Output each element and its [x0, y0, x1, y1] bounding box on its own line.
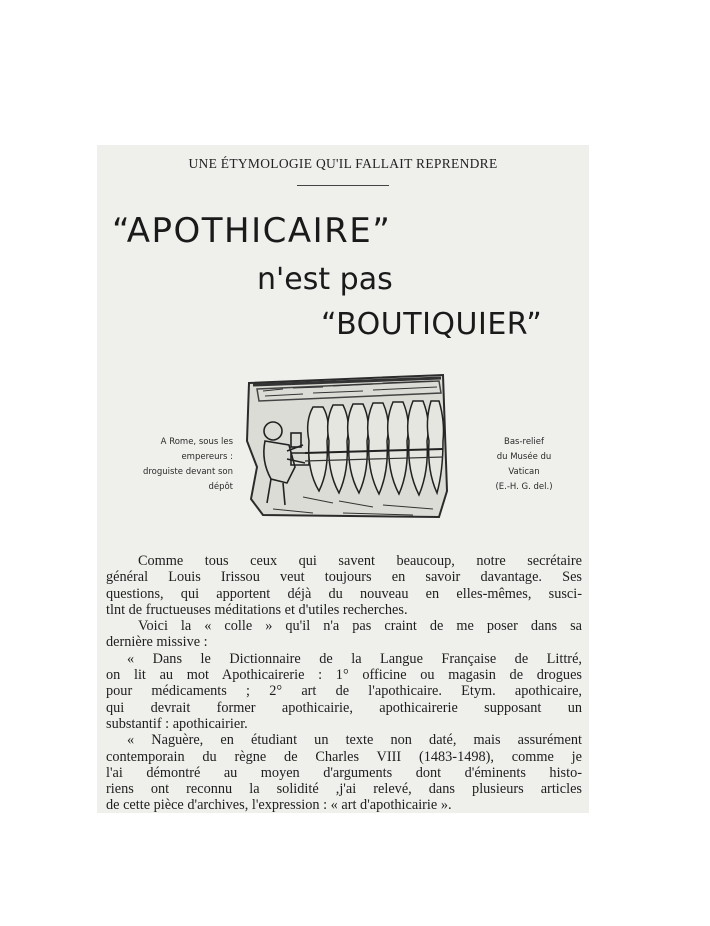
body-line: Comme tous ceux qui savent beaucoup, notre secrétaire	[138, 553, 582, 569]
title-line-1: “APOTHICAIRE”	[112, 211, 392, 251]
body-line: riens ont reconnu la solidité ,j'ai relevé, dans plusieurs articles	[106, 781, 582, 798]
figure-caption-right	[469, 435, 579, 495]
title-line-2: n'est pas	[257, 262, 393, 297]
body-line: questions, qui apportent déjà du nouveau en elles-mêmes, susci-	[106, 585, 582, 602]
body-line: Voici la « colle » qu'il n'a pas craint de me poser dans sa	[138, 618, 582, 635]
caption-right-line: (E.-H. G. del.)	[495, 482, 553, 492]
body-line: contemporain du règne de Charles VIII (1483-1498), comme je	[106, 748, 582, 765]
bas-relief-illustration	[243, 371, 449, 519]
title-rule	[297, 185, 389, 186]
body-line: de cette pièce d'archives, l'expression : « art d'apothicairie ».	[106, 797, 452, 813]
body-line: on lit au mot Apothicairerie : 1° officine ou magasin de drogues	[106, 667, 582, 684]
body-line: général Louis Irissou veut toujours en savoir davantage. Ses	[106, 569, 582, 586]
article-kicker: UNE ÉTYMOLOGIE QU'IL FALLAIT REPRENDRE	[188, 156, 498, 171]
body-line: qui devrait former apothicairie, apothicairerie supposant un	[106, 699, 582, 716]
title-line-3: “BOUTIQUIER”	[321, 307, 543, 342]
body-line: dernière missive :	[106, 634, 208, 651]
caption-right-line: du Musée du	[496, 452, 552, 462]
article-body	[106, 553, 582, 813]
body-line: « Dans le Dictionnaire de la Langue Française de Littré,	[127, 650, 582, 667]
caption-left-line: droguiste devant son	[142, 467, 233, 477]
body-line: substantif : apothicairier.	[106, 715, 248, 732]
body-line: pour médicaments ; 2° art de l'apothicaire. Etym. apothicaire,	[106, 683, 582, 700]
caption-left-line: empereurs :	[181, 452, 233, 462]
figure-caption-left	[107, 435, 233, 495]
body-line: tlnt de fructueuses méditations et d'utiles recherches.	[106, 601, 408, 618]
caption-left-line: dépôt	[208, 482, 233, 492]
caption-right-line: Vatican	[508, 467, 540, 477]
body-line: « Naguère, en étudiant un texte non daté, mais assurément	[127, 732, 582, 749]
caption-right-line: Bas-relief	[503, 437, 545, 447]
caption-left-line: A Rome, sous les	[160, 437, 233, 447]
document-page	[97, 145, 589, 813]
body-line: l'ai démontré au moyen d'arguments dont d'éminents histo-	[106, 764, 582, 781]
